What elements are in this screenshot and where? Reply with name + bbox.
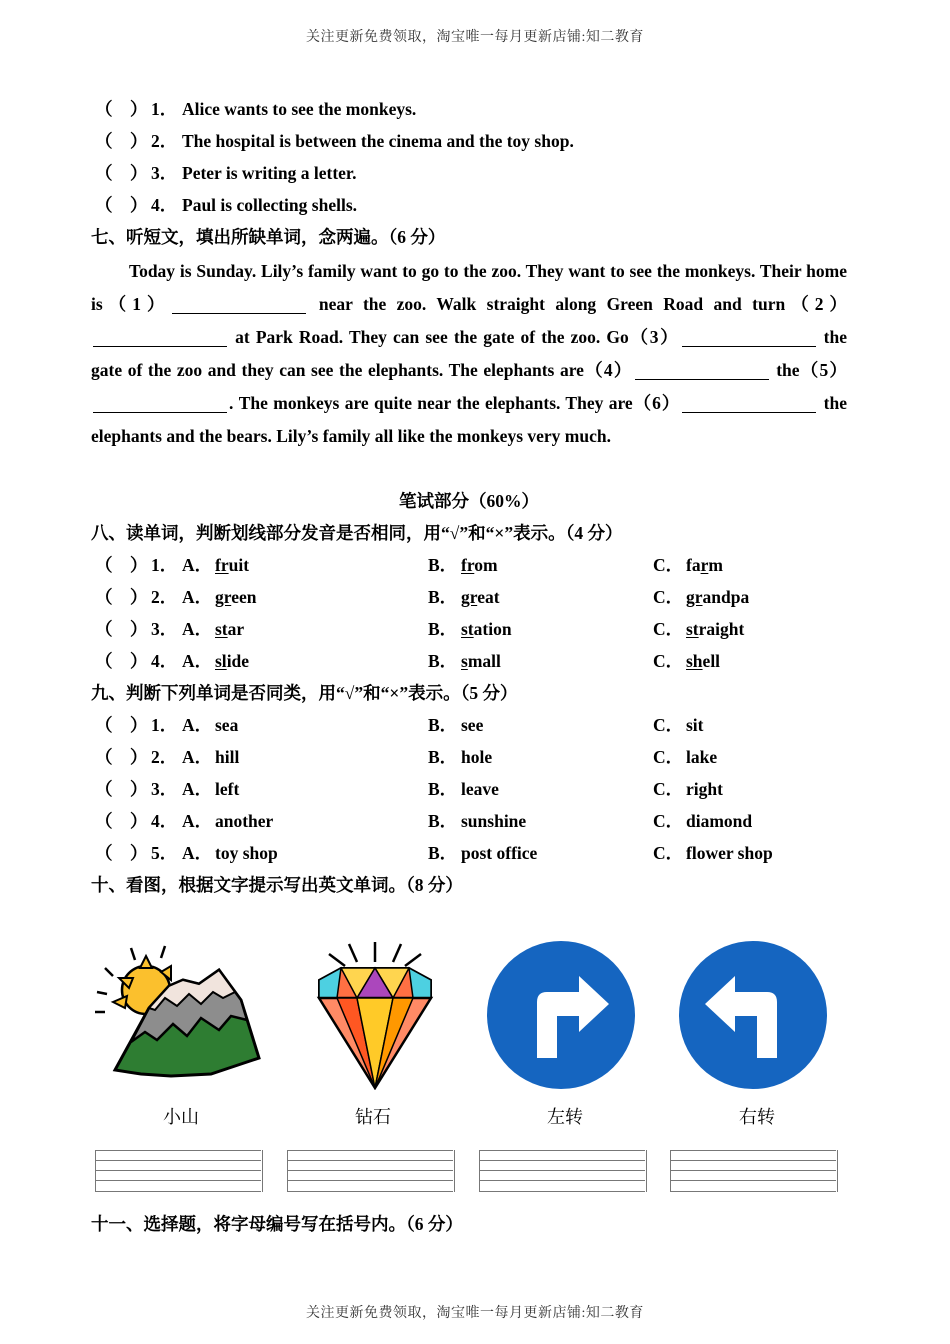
option-c xyxy=(653,837,773,869)
answer-parens[interactable]: （ ） xyxy=(95,195,148,215)
option-a xyxy=(182,837,278,869)
option-word: diamond xyxy=(686,811,753,831)
part11-title: 十一、选择题，将字母编号写在括号内。（6 分） xyxy=(91,1214,463,1234)
passage-text: the elephants and the bears. Lily’s family all like the monkeys very much. xyxy=(91,393,847,446)
option-label: C． xyxy=(653,619,684,639)
question-number: 3． xyxy=(151,619,178,639)
question-number: 3． xyxy=(151,779,178,799)
passage-text: the gate of the zoo and they can see the elephants. The elephants are（4） xyxy=(91,327,847,380)
option-label: B． xyxy=(428,811,458,831)
turn-right-sign-picture xyxy=(475,940,655,1090)
option-label: B． xyxy=(428,715,458,735)
part10-pictures xyxy=(91,940,847,1140)
blank-1[interactable] xyxy=(172,291,306,314)
mountain-picture xyxy=(91,940,271,1090)
option-a xyxy=(182,773,239,805)
turn-left-sign-picture xyxy=(667,940,847,1090)
option-label: B． xyxy=(428,619,458,639)
underlined-letters: s xyxy=(461,651,468,671)
underlined-letters: r xyxy=(700,555,709,575)
option-label: A． xyxy=(182,811,213,831)
option-word: another xyxy=(215,811,274,831)
option-word: toy shop xyxy=(215,843,278,863)
option-c xyxy=(653,549,723,581)
option-c xyxy=(653,773,723,805)
question-row xyxy=(91,613,847,645)
page-header: 关注更新免费领取，淘宝唯一每月更新店铺:知二教育 xyxy=(306,30,644,45)
question-text: Paul is collecting shells. xyxy=(182,195,357,215)
option-label: A． xyxy=(182,747,213,767)
part7-title: 七、听短文，填出所缺单词，念两遍。（6 分） xyxy=(91,227,446,247)
answer-parens[interactable]: （ ） xyxy=(95,587,148,607)
underlined-letters: gr xyxy=(215,587,232,607)
option-label: A． xyxy=(182,587,213,607)
blank-4[interactable] xyxy=(635,357,769,380)
option-label: B． xyxy=(428,779,458,799)
question-number: 3． xyxy=(151,163,178,183)
option-c xyxy=(653,581,749,613)
question-row xyxy=(91,773,847,805)
option-c xyxy=(653,645,720,677)
part7-passage xyxy=(91,255,847,453)
writing-box-2[interactable] xyxy=(287,1150,453,1192)
option-word: hill xyxy=(215,747,240,767)
option-word: flower shop xyxy=(686,843,773,863)
question-row xyxy=(91,93,847,125)
option-word: right xyxy=(686,779,723,799)
option-a xyxy=(182,645,249,677)
answer-parens[interactable]: （ ） xyxy=(95,131,148,151)
option-a xyxy=(182,581,256,613)
answer-parens[interactable]: （ ） xyxy=(95,619,148,639)
word-part: ell xyxy=(702,651,721,671)
underlined-letters: gr xyxy=(686,587,703,607)
answer-parens[interactable]: （ ） xyxy=(95,747,148,767)
option-b xyxy=(428,805,526,837)
underlined-letters: st xyxy=(215,619,228,639)
answer-parens[interactable]: （ ） xyxy=(95,715,148,735)
option-word: sunshine xyxy=(461,811,527,831)
part6-items xyxy=(91,93,847,221)
question-number: 1． xyxy=(151,555,178,575)
question-number: 4． xyxy=(151,651,178,671)
option-label: C． xyxy=(653,843,684,863)
option-label: B． xyxy=(428,651,458,671)
option-label: A． xyxy=(182,555,213,575)
answer-parens[interactable]: （ ） xyxy=(95,843,148,863)
part9-title: 九、判断下列单词是否同类，用“√”和“×”表示。（5 分） xyxy=(91,683,518,703)
diamond-picture xyxy=(283,940,463,1090)
word-part: een xyxy=(231,587,257,607)
answer-parens[interactable]: （ ） xyxy=(95,651,148,671)
option-b xyxy=(428,837,537,869)
passage-text: the（5） xyxy=(770,360,848,380)
option-b xyxy=(428,645,501,677)
option-label: A． xyxy=(182,715,213,735)
option-word: sea xyxy=(215,715,239,735)
question-row xyxy=(91,157,847,189)
option-label: C． xyxy=(653,555,684,575)
question-number: 2． xyxy=(151,747,178,767)
word-part: andpa xyxy=(702,587,750,607)
question-text: The hospital is between the cinema and the toy shop. xyxy=(182,131,574,151)
option-word: lake xyxy=(686,747,718,767)
option-b xyxy=(428,773,499,805)
option-c xyxy=(653,805,752,837)
option-word: left xyxy=(215,779,240,799)
option-a xyxy=(182,805,273,837)
underlined-letters: fr xyxy=(461,555,475,575)
blank-2[interactable] xyxy=(93,324,227,347)
option-a xyxy=(182,709,238,741)
question-row xyxy=(91,741,847,773)
underlined-letters: fr xyxy=(215,555,229,575)
part10-title: 十、看图，根据文字提示写出英文单词。（8 分） xyxy=(91,875,463,895)
option-word: see xyxy=(461,715,484,735)
part8-items xyxy=(91,549,847,677)
answer-parens[interactable]: （ ） xyxy=(95,99,148,119)
word-part: m xyxy=(708,555,723,575)
part8-title: 八、读单词，判断划线部分发音是否相同，用“√”和“×”表示。（4 分） xyxy=(91,523,623,543)
part9-items xyxy=(91,709,847,869)
option-b xyxy=(428,549,498,581)
answer-parens[interactable]: （ ） xyxy=(95,163,148,183)
underlined-letters: sl xyxy=(215,651,227,671)
option-label: A． xyxy=(182,843,213,863)
option-b xyxy=(428,709,483,741)
option-label: B． xyxy=(428,587,458,607)
word-part: eat xyxy=(477,587,500,607)
option-word: hole xyxy=(461,747,493,767)
question-number: 5． xyxy=(151,843,178,863)
answer-parens[interactable]: （ ） xyxy=(95,779,148,799)
blank-3[interactable] xyxy=(682,324,816,347)
caption-diamond: 钻石 xyxy=(355,1107,391,1127)
word-part: om xyxy=(474,555,498,575)
word-part: raight xyxy=(698,619,745,639)
question-row xyxy=(91,581,847,613)
option-word: leave xyxy=(461,779,499,799)
worksheet xyxy=(91,93,847,901)
option-label: B． xyxy=(428,555,458,575)
caption-turn-right: 右转 xyxy=(739,1107,775,1127)
question-row xyxy=(91,709,847,741)
word-part: uit xyxy=(228,555,250,575)
passage-text: . The monkeys are quite near the elephants. They are（6） xyxy=(229,393,681,413)
option-label: C． xyxy=(653,811,684,831)
question-row xyxy=(91,837,847,869)
option-word: post office xyxy=(461,843,538,863)
option-label: A． xyxy=(182,651,213,671)
word-part: mall xyxy=(467,651,501,671)
question-row xyxy=(91,189,847,221)
question-row xyxy=(91,125,847,157)
option-label: B． xyxy=(428,843,458,863)
blank-5[interactable] xyxy=(93,390,227,413)
question-number: 2． xyxy=(151,131,178,151)
option-label: A． xyxy=(182,619,213,639)
underlined-letters: gr xyxy=(461,587,478,607)
option-label: C． xyxy=(653,715,684,735)
underlined-letters: st xyxy=(686,619,699,639)
blank-6[interactable] xyxy=(682,390,816,413)
option-c xyxy=(653,741,717,773)
option-label: C． xyxy=(653,747,684,767)
option-label: C． xyxy=(653,779,684,799)
option-b xyxy=(428,581,500,613)
caption-turn-left: 左转 xyxy=(547,1107,583,1127)
question-number: 2． xyxy=(151,587,178,607)
option-a xyxy=(182,549,249,581)
question-row xyxy=(91,645,847,677)
option-label: B． xyxy=(428,747,458,767)
passage-text: Today is Sunday. Lily’s family want to go to the zoo. They want to see the monkeys. Their home is（1） xyxy=(91,261,847,314)
page-footer: 关注更新免费领取，淘宝唯一每月更新店铺:知二教育 xyxy=(306,1306,644,1321)
question-text: Alice wants to see the monkeys. xyxy=(182,99,417,119)
question-number: 1． xyxy=(151,715,178,735)
word-part: ation xyxy=(473,619,512,639)
caption-hill: 小山 xyxy=(163,1107,199,1127)
option-label: A． xyxy=(182,779,213,799)
writing-box-4[interactable] xyxy=(670,1150,836,1192)
question-number: 1． xyxy=(151,99,178,119)
passage-text: near the zoo. Walk straight along Green Road and turn（2） xyxy=(308,294,847,314)
passage-text: at Park Road. They can see the gate of the zoo. Go（3） xyxy=(229,327,680,347)
writing-box-1[interactable] xyxy=(95,1150,261,1192)
option-label: C． xyxy=(653,587,684,607)
question-number: 4． xyxy=(151,195,178,215)
option-a xyxy=(182,613,244,645)
writing-box-3[interactable] xyxy=(479,1150,645,1192)
answer-parens[interactable]: （ ） xyxy=(95,811,148,831)
option-word: sit xyxy=(686,715,704,735)
word-part: ar xyxy=(227,619,245,639)
option-a xyxy=(182,741,239,773)
word-part: ide xyxy=(226,651,250,671)
written-section-title: 笔试部分（60%） xyxy=(399,491,539,511)
option-c xyxy=(653,613,744,645)
question-row xyxy=(91,805,847,837)
option-b xyxy=(428,741,492,773)
word-part: fa xyxy=(686,555,701,575)
option-label: C． xyxy=(653,651,684,671)
underlined-letters: sh xyxy=(686,651,703,671)
option-c xyxy=(653,709,704,741)
question-row xyxy=(91,549,847,581)
option-b xyxy=(428,613,512,645)
underlined-letters: st xyxy=(461,619,474,639)
question-text: Peter is writing a letter. xyxy=(182,163,357,183)
question-number: 4． xyxy=(151,811,178,831)
answer-parens[interactable]: （ ） xyxy=(95,555,148,575)
